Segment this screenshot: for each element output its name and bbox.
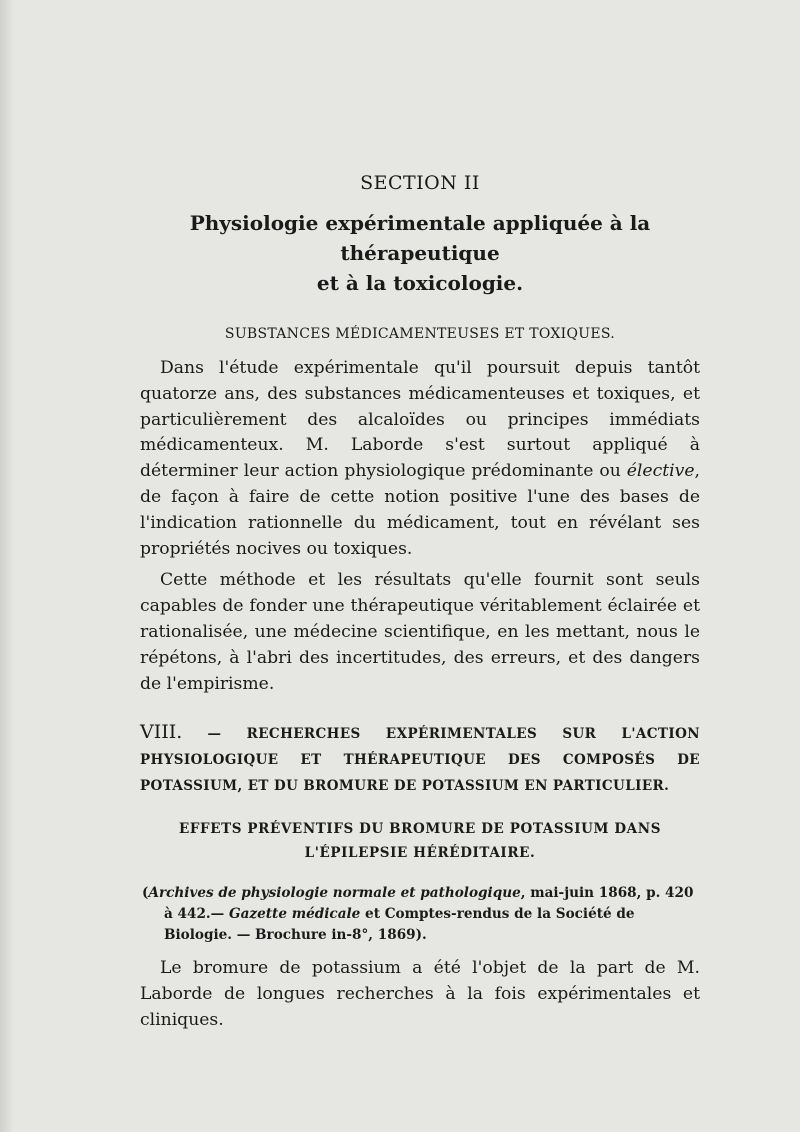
closing-paragraph: Le bromure de potassium a été l'objet de la part de M. Laborde de longues recherches à la fois expérimentales et cliniques. xyxy=(140,958,700,1030)
paragraph-1-text-b: , de façon à faire de cette notion positive l'une des bases de l'indication rationnelle du médicament, tout en révélant ses propriétés nocives ou toxiques. xyxy=(140,461,700,559)
citation-open: ( xyxy=(142,885,149,902)
entry-number: VIII. xyxy=(140,721,183,744)
citation xyxy=(140,883,700,946)
page-content xyxy=(140,172,700,1034)
title-line-2: et à la toxicologie. xyxy=(316,271,524,295)
citation-journal-2: Gazette médicale xyxy=(228,906,361,923)
section-heading: SECTION II xyxy=(360,172,480,194)
citation-part-1: , mai-juin 1868, p. 420 à 442.— xyxy=(164,885,694,923)
citation-part-2: et Comptes-rendus de la Société de Biologie. — Brochure in-8°, 1869). xyxy=(164,906,635,944)
paragraph-1-text-a: Dans l'étude expérimentale qu'il poursuit depuis tantôt quatorze ans, des substances médicamenteuses et toxiques, et particulièrement des alcaloïdes ou principes immédiats médicamenteux. M. Laborde s'est surtout appliqué à déterminer leur action physiologique prédominante ou xyxy=(140,358,700,482)
entry-heading xyxy=(140,719,700,799)
paragraph-1 xyxy=(140,356,700,562)
paragraph-2: Cette méthode et les résultats qu'elle fournit sont seuls capables de fonder une thérapeutique véritablement éclairée et rationalisée, une médecine scientifique, en les mettant, nous le répétons, à l'abri des incertitudes, des erreurs, et des dangers de l'empirisme. xyxy=(140,570,700,694)
subheading: SUBSTANCES MÉDICAMENTEUSES ET TOXIQUES. xyxy=(224,326,616,342)
page-title xyxy=(140,208,700,298)
effects-heading: EFFETS PRÉVENTIFS DU BROMURE DE POTASSIUM DANS L'ÉPILEPSIE HÉRÉDITAIRE. xyxy=(178,821,662,862)
entry-heading-text: — RECHERCHES EXPÉRIMENTALES SUR L'ACTION PHYSIOLOGIQUE ET THÉRAPEUTIQUE DES COMPOSÉS DE POTASSIUM, ET DU BROMURE DE POTASSIUM EN PARTICULIER. xyxy=(140,726,700,795)
paragraph-1-emphasis: élective xyxy=(626,461,695,482)
citation-journal-1: Archives de physiologie normale et pathologique xyxy=(148,885,521,902)
title-line-1: Physiologie expérimentale appliquée à la thérapeutique xyxy=(189,211,651,265)
page-edge-shadow xyxy=(0,0,14,1132)
